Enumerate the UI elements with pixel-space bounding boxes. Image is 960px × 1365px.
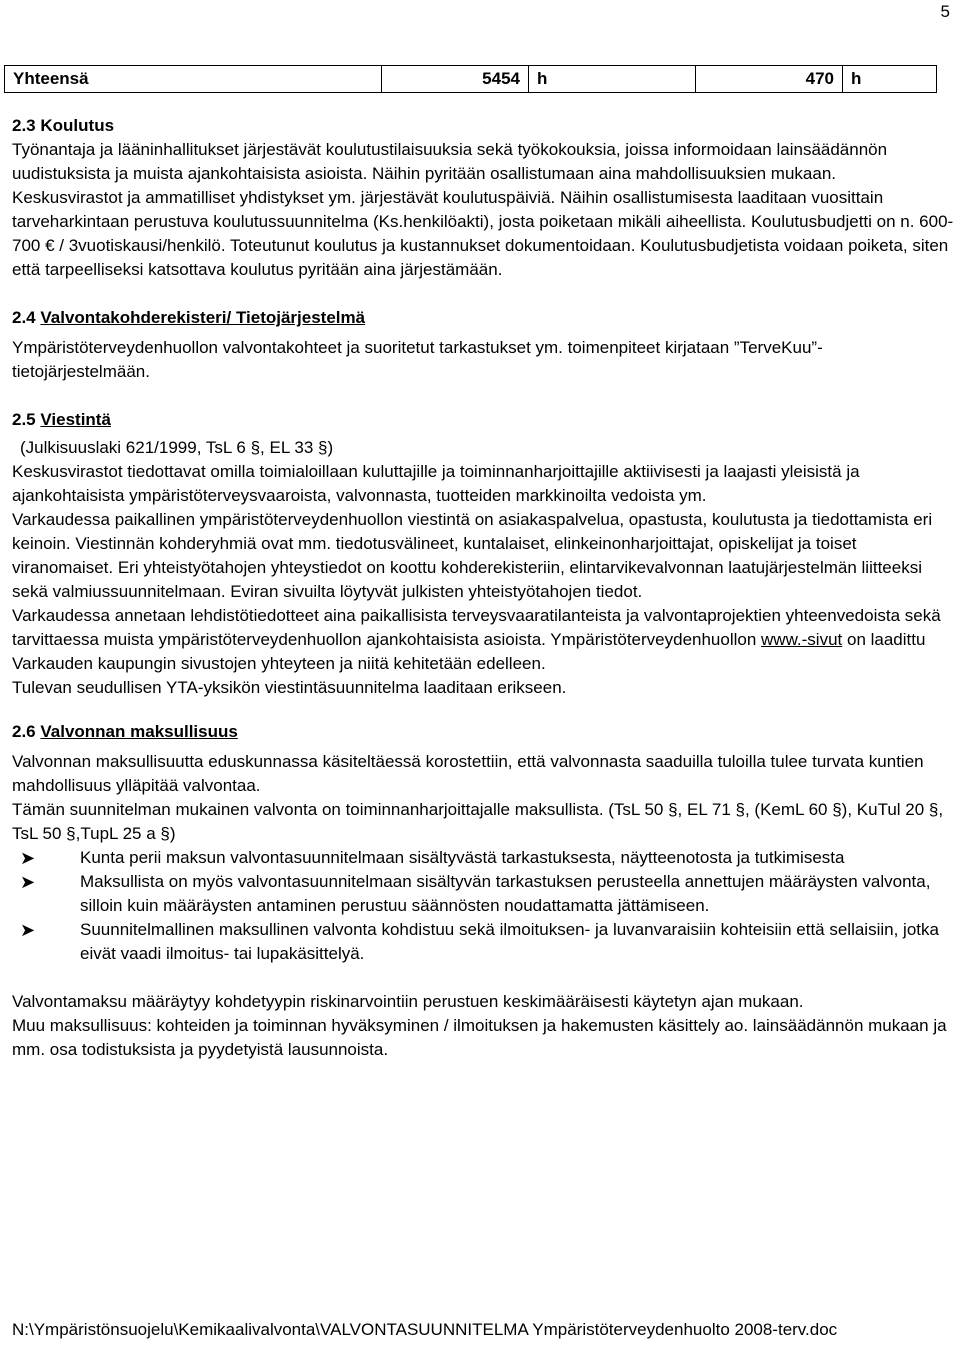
totals-value-1: 5454 — [382, 66, 529, 93]
section-2-4-heading — [12, 306, 957, 330]
section-2-3-heading — [12, 114, 957, 138]
bullet-list — [12, 846, 957, 966]
section-number: 2.3 — [12, 116, 36, 135]
paragraph-text: on laadittu Varkauden kaupungin sivustojen yhteyteen ja niitä kehitetään edelleen. — [12, 630, 926, 673]
section-number: 2.4 — [12, 308, 36, 327]
paragraph-text: Varkaudessa annetaan lehdistötiedotteet aina paikallisista terveysvaaratilanteista ja valvontaprojektien yhteenvedoista sekä tarvittaessa muista ympäristöterveydenhuollon ajankohtaisista asioista. Ympäristöterveydenhuollon — [12, 606, 941, 649]
section-title: Viestintä — [40, 410, 111, 429]
paragraph: Keskusvirastot ja ammatilliset yhdistykset ym. järjestävät koulutuspäiviä. Näihin osallistumisesta laaditaan vuosittain tarveharkintaan perustuva koulutussuunnitelma (Ks.henkilöakti), josta poiketaan mikäli aiheellista. Koulutusbudjetti on n. 600-700 € / 3vuotiskausi/henkilö. Toteutunut koulutus ja kustannukset dokumentoidaan. Koulutusbudjetista voidaan poiketa, siten että tarpeelliseksi katsottava koulutus pyritään aina järjestämään. — [12, 188, 954, 279]
list-item-text: Kunta perii maksun valvontasuunnitelmaan sisältyvästä tarkastuksesta, näytteenotosta ja tutkimisesta — [80, 848, 845, 867]
law-reference: (Julkisuuslaki 621/1999, TsL 6 §, EL 33 §) — [20, 438, 334, 457]
page-number: 5 — [940, 2, 950, 21]
totals-unit-1: h — [529, 66, 696, 93]
website-link[interactable]: www.-sivut — [761, 630, 843, 649]
paragraph: Työnantaja ja lääninhallitukset järjestävät koulutustilaisuuksia sekä työkokouksia, joissa informoidaan lainsäädännön uudistuksista ja muista ajankohtaisista asioista. Näihin pyritään osallistumaan aina mahdollisuuksien mukaan. — [12, 140, 888, 183]
paragraph: Keskusvirastot tiedottavat omilla toimialoillaan kuluttajille ja toiminnanharjoittajille aktiivisesti ja laajasti yleisistä ja ajankohtaisista ympäristöterveysvaaroista, valvonnasta, tuotteiden markkinoilta vedoista ym. — [12, 462, 860, 505]
paragraph — [12, 604, 957, 676]
section-2-5-heading — [12, 408, 957, 432]
totals-value-2: 470 — [696, 66, 843, 93]
paragraph: Valvonnan maksullisuutta eduskunnassa käsiteltäessä korostettiin, että valvonnasta saaduilla tuloilla tulee turvata kuntien mahdollisuus ylläpitää valvontaa. — [12, 752, 924, 795]
arrowhead-bullet-icon: ➤ — [20, 848, 36, 868]
section-title: Valvonnan maksullisuus — [40, 722, 238, 741]
section-2-6-heading — [12, 720, 957, 744]
paragraph: Tämän suunnitelman mukainen valvonta on toiminnanharjoittajalle maksullista. (TsL 50 §, EL 71 §, (KemL 60 §), KuTul 20 §, TsL 50 §,TupL 25 a §) — [12, 800, 944, 843]
section-title: Valvontakohderekisteri/ Tietojärjestelmä — [40, 308, 366, 327]
totals-unit-2: h — [843, 66, 937, 93]
arrowhead-bullet-icon: ➤ — [20, 872, 36, 892]
paragraph: Varkaudessa paikallinen ympäristöterveydenhuollon viestintä on asiakaspalvelua, opastusta, koulutusta ja tiedottamista eri keinoin. Viestinnän kohderyhmiä ovat mm. tiedotusvälineet, kuntalaiset, elinkeinonharjoittajat, opiskelijat ja toiset viranomaiset. Eri yhteistyötahojen yhteystiedot on koottu kohderekisteriin, elintarvikevalvonnan laatujärjestelmän liitteeksi sekä valmiussuunnitelmaan. Eviran sivuilta löytyvät julkisten yhteistyötahojen tiedot. — [12, 510, 933, 601]
list-item — [12, 918, 957, 966]
section-number: 2.6 — [12, 722, 36, 741]
section-title: Koulutus — [40, 116, 115, 135]
list-item-text: Maksullista on myös valvontasuunnitelmaan sisältyvän tarkastuksen perusteella annettujen määräysten valvonta, silloin kuin määräysten antaminen perustuu säännösten noudattamatta jättämiseen. — [80, 872, 931, 915]
list-item — [12, 870, 957, 918]
list-item — [12, 846, 957, 870]
arrowhead-bullet-icon: ➤ — [20, 920, 36, 940]
list-item-text: Suunnitelmallinen maksullinen valvonta kohdistuu sekä ilmoituksen- ja luvanvaraisiin kohteisiin että sellaisiin, jotka eivät vaadi ilmoitus- tai lupakäsittelyä. — [80, 920, 939, 963]
document-body — [12, 100, 957, 1062]
totals-label: Yhteensä — [5, 66, 382, 93]
paragraph: Ympäristöterveydenhuollon valvontakohteet ja suoritetut tarkastukset ym. toimenpiteet kirjataan ”TerveKuu”- tietojärjestelmään. — [12, 338, 823, 381]
totals-table — [4, 65, 937, 93]
footer-file-path: N:\Ympäristönsuojelu\Kemikaalivalvonta\VALVONTASUUNNITELMA Ympäristöterveydenhuolto 2008-terv.doc — [12, 1320, 838, 1339]
section-number: 2.5 — [12, 410, 36, 429]
paragraph: Valvontamaksu määräytyy kohdetyypin riskinarvointiin perustuen keskimääräisesti käytetyn ajan mukaan. — [12, 992, 804, 1011]
paragraph: Tulevan seudullisen YTA-yksikön viestintäsuunnitelma laaditaan erikseen. — [12, 678, 567, 697]
paragraph: Muu maksullisuus: kohteiden ja toiminnan hyväksyminen / ilmoituksen ja hakemusten käsittely ao. lainsäädännön mukaan ja mm. osa todistuksista ja pyydetyistä lausunnoista. — [12, 1016, 947, 1059]
table-row — [5, 66, 937, 93]
